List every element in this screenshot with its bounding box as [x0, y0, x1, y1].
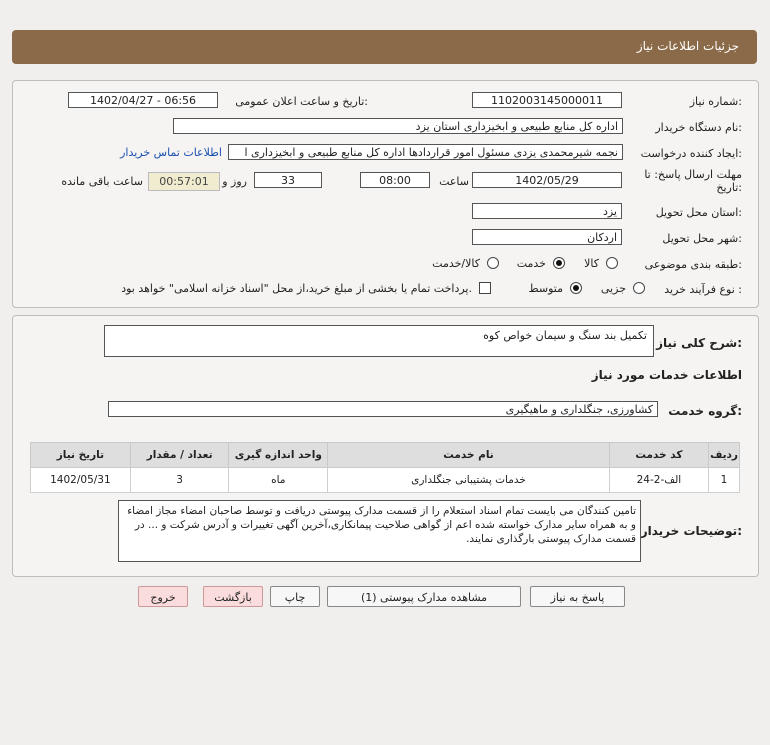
city-field: اردکان — [472, 229, 622, 245]
services-table — [30, 442, 740, 493]
category-label: طبقه بندی موضوعی: — [644, 258, 742, 271]
services-heading: اطلاعات خدمات مورد نیاز — [591, 368, 742, 382]
purchase-type-label: نوع فرآیند خرید : — [664, 283, 742, 296]
purchase-option-medium: متوسط — [528, 282, 563, 295]
buyer-contact-link[interactable]: اطلاعات تماس خریدار — [120, 146, 222, 159]
page-header — [12, 30, 757, 64]
remaining-label: ساعت باقی مانده — [61, 175, 143, 188]
buyer-org-field: اداره کل منابع طبیعی و ابخیزداری استان یزد — [173, 118, 623, 134]
announce-field: 1402/04/27 - 06:56 — [68, 92, 218, 108]
buyer-notes-label: توضیحات خریدار: — [640, 524, 742, 538]
requester-field: نجمه شیرمحمدی یزدی مسئول امور قراردادها اداره کل منابع طبیعی و ابخیزداری ا — [228, 144, 623, 160]
print-button[interactable]: چاپ — [270, 586, 320, 607]
col-row: ردیف — [709, 443, 740, 468]
view-attachments-button[interactable]: مشاهده مدارک پیوستی (1) — [327, 586, 521, 607]
col-unit: واحد اندازه گیری — [229, 443, 328, 468]
category-radio-goods[interactable] — [606, 257, 618, 269]
category-option-goods-service: کالا/خدمت — [432, 257, 480, 270]
page-title: جزئیات اطلاعات نیاز — [636, 39, 739, 53]
deadline-label: مهلت ارسال پاسخ: تا — [644, 168, 742, 181]
col-need-date: تاریخ نیاز — [31, 443, 131, 468]
exit-button[interactable]: خروج — [138, 586, 188, 607]
need-number-field: 1102003145000011 — [472, 92, 622, 108]
deadline-date-field: 1402/05/29 — [472, 172, 622, 188]
back-button[interactable]: بازگشت — [203, 586, 263, 607]
deadline-time-field: 08:00 — [360, 172, 430, 188]
cell-service-name: خدمات پشتیبانی جنگلداری — [328, 468, 610, 493]
days-label: روز و — [222, 175, 247, 188]
cell-row: 1 — [709, 468, 740, 493]
requester-label: ایجاد کننده درخواست: — [640, 147, 742, 160]
table-header-row — [31, 443, 740, 468]
category-option-goods: کالا — [584, 257, 599, 270]
need-number-label: شماره نیاز: — [689, 95, 742, 108]
province-label: استان محل تحویل: — [655, 206, 742, 219]
announce-label: تاریخ و ساعت اعلان عمومی: — [235, 95, 368, 108]
need-summary-box — [104, 325, 654, 357]
cell-need-date: 1402/05/31 — [31, 468, 131, 493]
buyer-notes-box — [118, 500, 641, 562]
service-group-field: کشاورزی، جنگلداری و ماهیگیری — [108, 401, 658, 417]
purchase-radio-medium[interactable] — [570, 282, 582, 294]
buyer-org-label: نام دستگاه خریدار: — [655, 121, 742, 134]
cell-service-code: الف-2-24 — [609, 468, 708, 493]
service-group-label: گروه خدمت: — [668, 404, 742, 418]
cell-quantity: 3 — [130, 468, 229, 493]
need-summary-label: شرح کلی نیاز: — [656, 336, 742, 350]
category-option-service: خدمت — [516, 257, 546, 270]
category-radio-goods-service[interactable] — [487, 257, 499, 269]
time-label: ساعت — [439, 175, 469, 188]
remaining-timer: 00:57:01 — [148, 172, 220, 191]
buyer-notes-text: تامین کنندگان می بایست تمام اسناد استعلام را از قسمت مدارک پیوستی دریافت و توسط صاحبان امضاء مجاز امضاء و به همراه سایر مدارک خواسته شده اعم از گواهی صلاحیت پیمانکاری،آخرین آگهی تغییرات و آدرس شرکت و ... در قسمت مدارک پیوستی بارگذاری نمایند. — [127, 505, 636, 545]
col-quantity: تعداد / مقدار — [130, 443, 229, 468]
cell-unit: ماه — [229, 468, 328, 493]
category-radio-service[interactable] — [553, 257, 565, 269]
city-label: شهر محل تحویل: — [662, 232, 742, 245]
reply-button[interactable]: پاسخ به نیاز — [530, 586, 625, 607]
province-field: یزد — [472, 203, 622, 219]
treasury-payment-checkbox[interactable] — [479, 282, 491, 294]
table-row — [31, 468, 740, 493]
need-summary-text: تکمیل بند سنگ و سیمان خواص کوه — [483, 329, 647, 342]
purchase-radio-minor[interactable] — [633, 282, 645, 294]
info-panel — [12, 80, 759, 308]
deadline-label-date: تاریخ: — [716, 181, 742, 194]
col-service-code: کد خدمت — [609, 443, 708, 468]
purchase-option-minor: جزیی — [600, 282, 626, 295]
col-service-name: نام خدمت — [328, 443, 610, 468]
days-field: 33 — [254, 172, 322, 188]
treasury-payment-note: پرداخت تمام یا بخشی از مبلغ خرید،از محل "اسناد خزانه اسلامی" خواهد بود. — [121, 282, 472, 295]
